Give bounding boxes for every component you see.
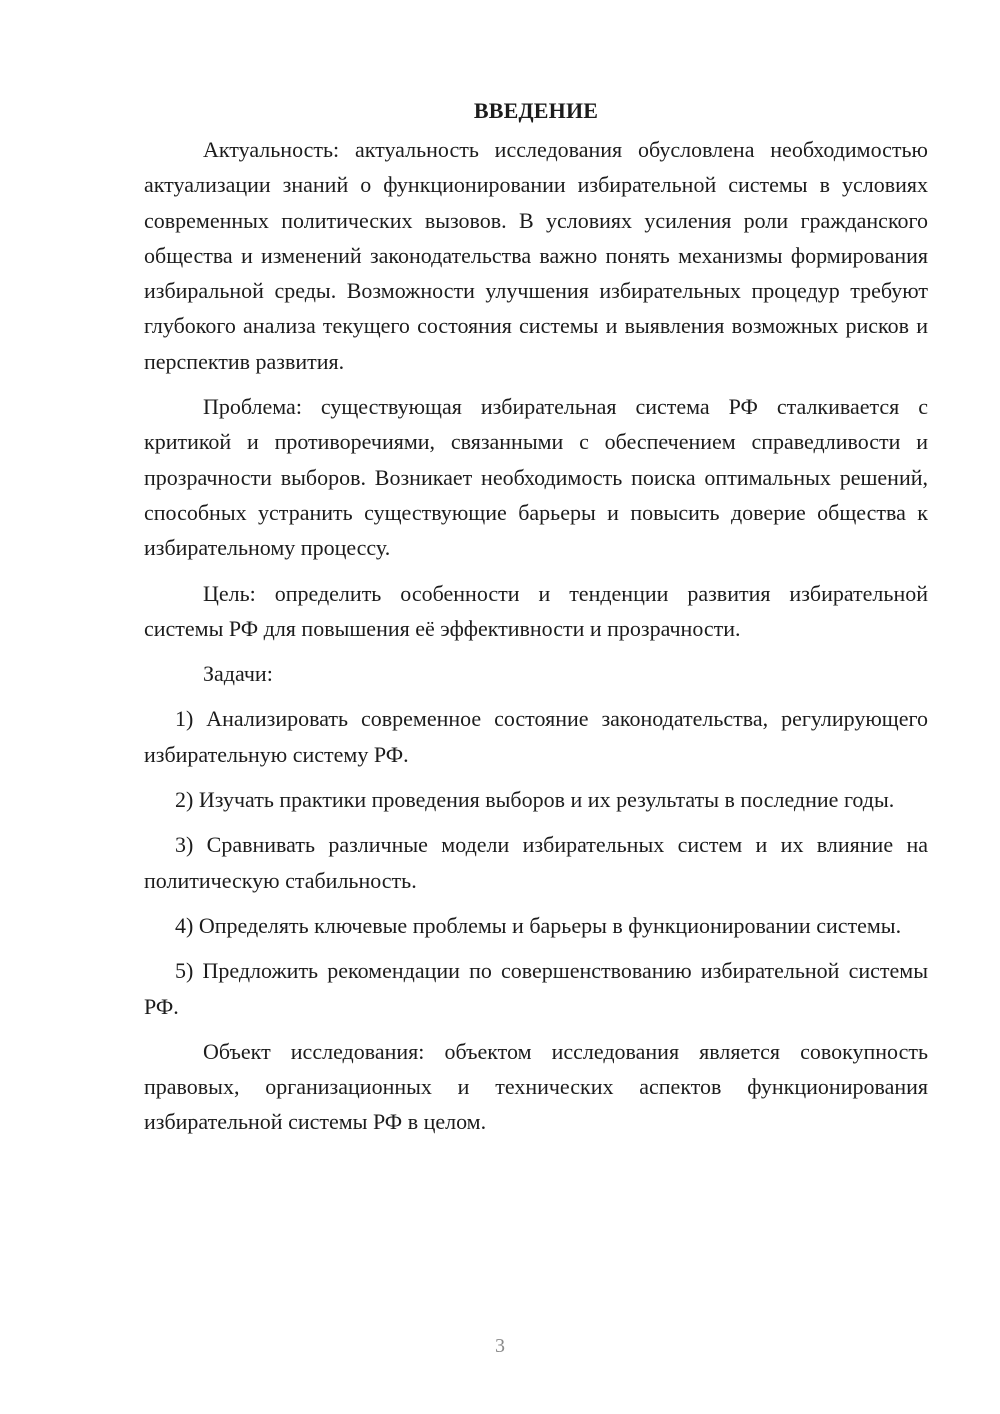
task-item: 2) Изучать практики проведения выборов и их результаты в последние годы.: [175, 787, 895, 813]
page-number: 3: [495, 1335, 505, 1357]
task-item: 1) Анализировать современное состояние законодательства, регулирующего избирательную систему РФ.: [144, 706, 928, 767]
task-item: 5) Предложить рекомендации по совершенствованию избирательной системы РФ.: [144, 958, 928, 1019]
paragraph-goal: Цель: определить особенности и тенденции развития избирательной системы РФ для повышения её эффективности и прозрачности.: [144, 580, 928, 641]
task-item: 3) Сравнивать различные модели избирательных систем и их влияние на политическую стабильность.: [144, 832, 928, 893]
task-item: 4) Определять ключевые проблемы и барьеры в функционировании системы.: [175, 912, 902, 938]
section-title: ВВЕДЕНИЕ: [473, 98, 599, 123]
paragraph-object: Объект исследования: объектом исследования является совокупность правовых, организационных и технических аспектов функционирования избирательной системы РФ в целом.: [144, 1038, 928, 1135]
paragraph-relevance: Актуальность: актуальность исследования обусловлена необходимостью актуализации знаний о функционировании избирательной системы в условиях современных политических вызовов. В условиях усиления роли гражданского общества и изменений законодательства важно понять механизмы формирования избиральной среды. Возможности улучшения избирательных процедур требуют глубокого анализа текущего состояния системы и выявления возможных рисков и перспектив развития.: [144, 137, 928, 374]
document-page: [144, 96, 928, 1140]
tasks-heading: Задачи:: [203, 661, 273, 687]
paragraph-problem: Проблема: существующая избирательная система РФ сталкивается с критикой и противоречиями, связанными с обеспечением справедливости и прозрачности выборов. Возникает необходимость поиска оптимальных решений, способных устранить существующие барьеры и повысить доверие общества к избирательному процессу.: [144, 394, 928, 561]
tasks-list: [144, 701, 928, 1023]
